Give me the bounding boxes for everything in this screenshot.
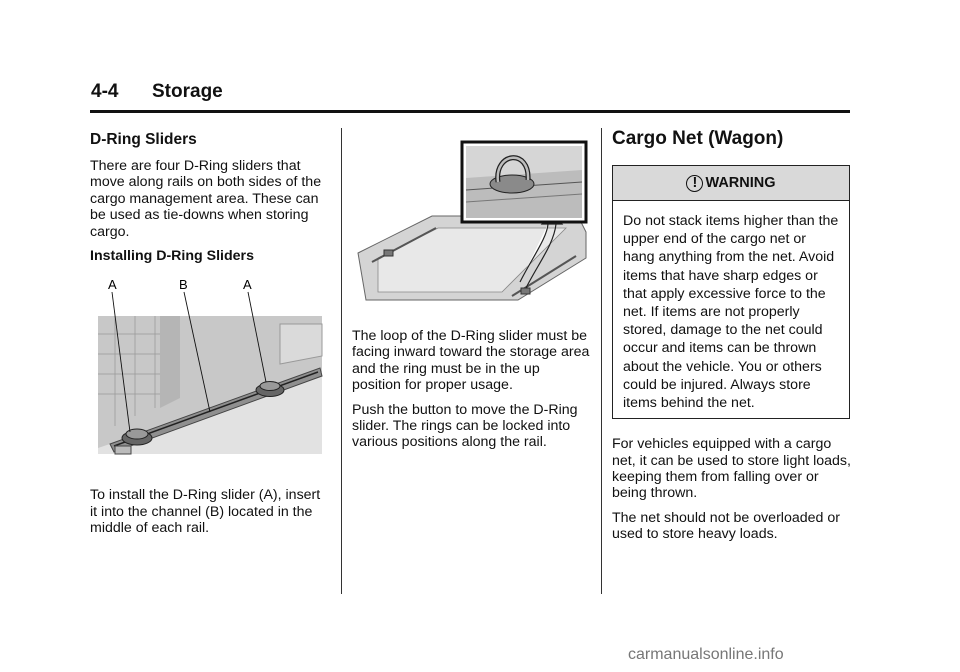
- warning-title: WARNING: [705, 175, 776, 191]
- warning-icon: !: [686, 175, 703, 192]
- loop-orientation-text: The loop of the D-Ring slider must be facing inward toward the storage area and the ring must be in the up position for proper usage.: [352, 328, 590, 394]
- page-header: [90, 80, 850, 113]
- column-divider-left: [341, 128, 342, 594]
- slider-left: [384, 250, 393, 256]
- dring-intro: There are four D-Ring sliders that move along rails on both sides of the cargo management area. These can be used as tie-downs when storing cargo.: [90, 158, 322, 240]
- cargo-net-load-limit: The net should not be overloaded or used to store heavy loads.: [612, 509, 840, 543]
- warning-header: [613, 166, 849, 201]
- figure-label-a2: A: [243, 277, 252, 293]
- figure-label-b: B: [179, 277, 188, 293]
- rail-end-cap: [115, 446, 131, 454]
- page-number: 4-4: [91, 81, 119, 102]
- installing-subheading: Installing D-Ring Sliders: [90, 248, 254, 265]
- dring-heading: D-Ring Sliders: [90, 131, 197, 148]
- cargo-area-figure: [352, 128, 592, 314]
- column-dring-usage: [352, 128, 592, 459]
- warning-box: [612, 165, 850, 419]
- watermark: carmanualsonline.info: [628, 646, 784, 663]
- slider-right: [521, 288, 530, 294]
- push-button-text: Push the button to move the D-Ring slider. The rings can be locked into various positions along the rail.: [352, 401, 578, 451]
- cargo-net-heading: Cargo Net (Wagon): [612, 128, 784, 149]
- column-cargo-net: [612, 128, 852, 551]
- trim-panel: [160, 316, 180, 408]
- figure-label-a1: A: [108, 277, 117, 293]
- dring-rail-figure: [90, 276, 330, 466]
- warning-text: Do not stack items higher than the upper end of the cargo net or hang anything from the net. Avoid items that have sharp edges or that apply excessive force to the net. If items are not properly stored, damage to the net could occur and items can be thrown about the vehicle. You or others could be injured. Always store items behind the net.: [623, 213, 839, 412]
- column-divider-right: [601, 128, 602, 594]
- install-instructions: To install the D-Ring slider (A), insert it into the channel (B) located in the middle of each rail.: [90, 487, 321, 537]
- cargo-net-usage: For vehicles equipped with a cargo net, it can be used to store light loads, keeping them from falling over or being thrown.: [612, 436, 851, 502]
- section-title: Storage: [152, 81, 223, 102]
- column-dring-sliders: [90, 128, 330, 545]
